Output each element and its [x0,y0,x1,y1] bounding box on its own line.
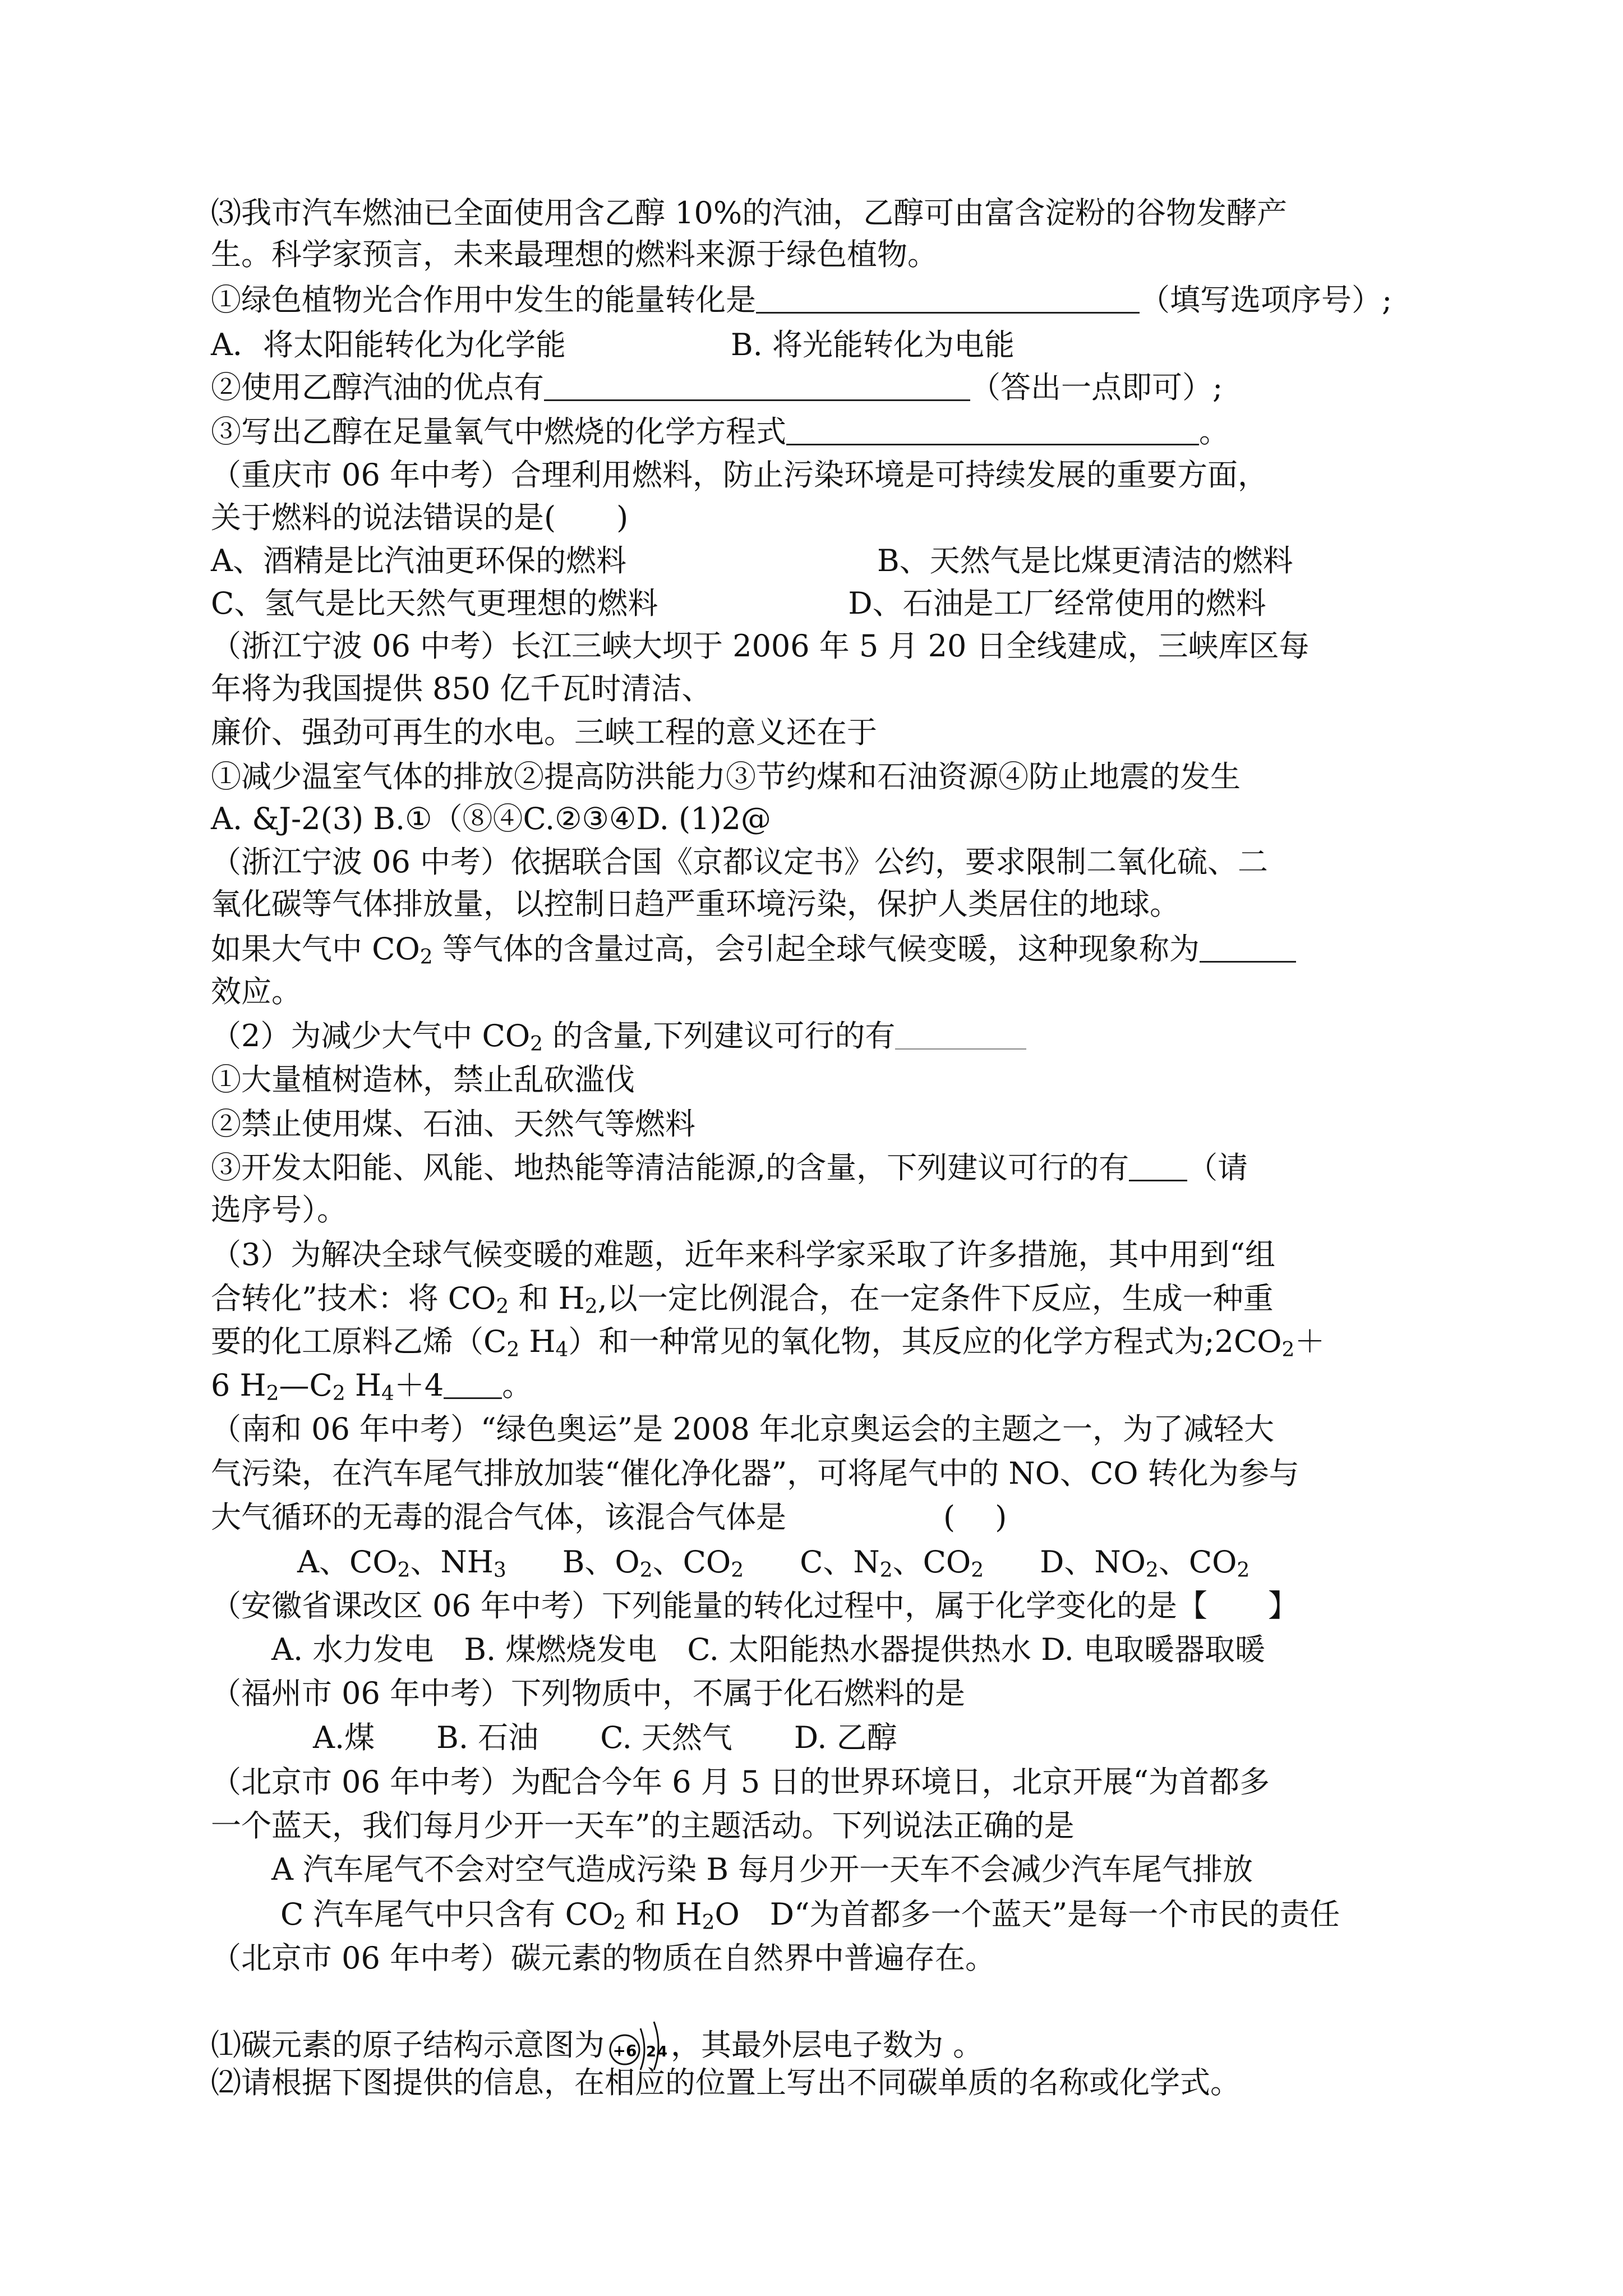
text-line [211,1673,965,1714]
text-line [211,1409,1274,1450]
text-span: 如果大气中 CO [211,931,420,967]
text-line [211,1938,995,1979]
text-line [211,1278,1274,1319]
text-span: C 汽车尾气中只含有 CO [280,1897,614,1932]
option-c: C、氢气是比天然气更理想的燃料 [211,586,658,621]
text-span: ⑶我市汽车燃油已全面使用含乙醇 10%的汽油，乙醇可由富含淀粉的谷物发酵产 [211,195,1288,231]
text-line [211,324,1015,366]
text-span: （浙江宁波 06 中考）依据联合国《京都议定书》公约，要求限制二氧化硫、二 [211,844,1269,880]
text-span: （请 [1187,1150,1248,1185]
text-span: （南和 06 年中考）“绿色奥运”是 2008 年北京奥运会的主题之一，为了减轻大 [211,1411,1275,1447]
text-line [211,1585,1298,1627]
text-span: 。 [1199,414,1229,449]
text-line [211,411,1229,453]
option-d: D. 乙醇 [794,1720,897,1755]
text-span: ）和一种常见的氧化物，其反应的化学方程式为;2CO [568,1324,1282,1359]
text-span: ①绿色植物光合作用中发生的能量转化是 [211,282,756,318]
text-span: 一个蓝天，我们每月少开一天车”的主题活动。下列说法正确的是 [211,1808,1075,1843]
text-line [211,540,1293,582]
inner-shell-electrons: 2 [646,2044,657,2060]
subscript: 2 [266,1382,279,1405]
text-span: （填写选项序号）; [1140,282,1393,318]
subscript: 2 [496,1295,509,1318]
option-a: A.煤 [313,1720,375,1755]
text-span: ,以一定比例混合，在一定条件下反应，生成一种重 [597,1281,1274,1316]
text-span: ②使用乙醇汽油的优点有 [211,370,544,405]
text-span: 大气循环的无毒的混合气体，该混合气体是 [211,1499,786,1535]
text-span: A 汽车尾气不会对空气造成污染 B 每月少开一天车不会减少汽车尾气排放 [271,1852,1253,1887]
text-line [211,234,938,275]
options-row [297,1542,1249,1583]
text-line [211,583,1266,624]
text-line [211,1805,1075,1847]
subscript: 2 [530,1033,543,1056]
text-line [211,1015,1026,1057]
subscript: 2 [1281,1338,1295,1361]
answer-blank[interactable] [895,1019,1026,1050]
text-span: 等气体的含量过高，会引起全球气候变暖，这种现象称为 [432,931,1200,967]
answer-blank[interactable] [544,370,970,401]
text-line [211,1103,695,1145]
text-span: 合转化”技术：将 CO [211,1281,496,1316]
text-line [211,1234,1275,1276]
text-span: （浙江宁波 06 中考）长江三峡大坝于 2006 年 5 月 20 日全线建成，三峡库区每 [211,628,1310,664]
subscript: 2 [702,1911,715,1934]
text-span: 选序号）。 [211,1192,347,1227]
text-line [211,841,1268,883]
text-line [211,928,1296,970]
subscript: 4 [555,1338,569,1361]
option-a: A、酒精是比汽油更环保的燃料 [211,543,626,578]
text-span: 和 H [509,1281,585,1316]
text-span: ＋ [1294,1324,1325,1359]
text-line [271,1849,1253,1890]
text-line [211,2062,1241,2104]
subscript: 2 [584,1295,598,1318]
options-row [313,1717,897,1759]
text-line [211,625,1310,667]
text-span: 年将为我国提供 850 亿千瓦时清洁、 [211,671,712,706]
text-line [211,192,1287,234]
text-span: A. 水力发电 B. 煤燃烧发电 C. 太阳能热水器提供热水 D. 电取暖器取暖 [271,1632,1265,1667]
text-span: （北京市 06 年中考）为配合今年 6 月 5 日的世界环境日，北京开展“为首都多 [211,1764,1270,1800]
text-line [211,884,1180,925]
subscript: 2 [506,1338,520,1361]
text-span: 氧化碳等气体排放量，以控制日趋严重环境污染，保护人类居住的地球。 [211,886,1180,922]
answer-blank[interactable] [1200,932,1296,963]
text-span: ＋4 [394,1368,444,1403]
text-span: （安徽省课改区 06 年中考）下列能量的转化过程中，属于化学变化的是【 】 [211,1588,1299,1623]
text-span: ①减少温室气体的排放②提高防洪能力③节约煤和石油资源④防止地震的发生 [211,759,1241,794]
option-b: B、$O_2$、$CO_2$ [562,1544,744,1582]
text-span: ⑵请根据下图提供的信息，在相应的位置上写出不同碳单质的名称或化学式。 [211,2065,1241,2100]
text-span: ②禁止使用煤、石油、天然气等燃料 [211,1106,695,1142]
answer-blank[interactable] [1129,1151,1187,1181]
text-line [211,1497,1007,1538]
answer-blank[interactable] [444,1368,502,1399]
text-span: 效应。 [211,974,302,1009]
subscript: 2 [419,946,433,969]
text-line [211,712,877,753]
text-line [280,1894,1340,1935]
nucleus-charge: +6 [612,2041,637,2060]
text-span: ⑴碳元素的原子结构示意图为 [211,2027,605,2063]
text-span: ，其最外层电子数为 。 [671,2027,984,2063]
text-line [211,668,712,710]
option-c: C. 天然气 [600,1720,732,1755]
text-span: （3）为解决全球气候变暖的难题，近年来科学家采取了许多措施，其中用到“组 [211,1237,1275,1272]
text-span: ①大量植树造林，禁止乱砍滥伐 [211,1062,635,1097]
text-line [211,1189,347,1231]
text-span: 生。科学家预言，未来最理想的燃料来源于绿色植物。 [211,237,938,272]
answer-blank[interactable] [786,415,1199,445]
text-span: H [519,1324,556,1359]
text-line [211,454,1268,496]
text-span: 和 H [626,1897,702,1932]
option-b: B. 将光能转化为电能 [731,327,1015,362]
text-span: ③写出乙醇在足量氧气中燃烧的化学方程式 [211,414,786,449]
subscript: 2 [613,1911,626,1934]
text-span: 气污染，在汽车尾气排放加装“催化净化器”，可将尾气中的 NO、CO 转化为参与 [211,1456,1299,1491]
text-span: （福州市 06 年中考）下列物质中，不属于化石燃料的是 [211,1676,966,1711]
text-line [211,1761,1270,1803]
option-b: B、天然气是比煤更清洁的燃料 [877,543,1293,578]
text-span: 关于燃料的说法错误的是( ) [211,500,629,535]
text-span: O D“为首都多一个蓝天”是每一个市民的责任 [714,1897,1340,1932]
option-b: B. 石油 [436,1720,539,1755]
text-line [211,279,1392,321]
text-span: （北京市 06 年中考）碳元素的物质在自然界中普遍存在。 [211,1940,996,1976]
text-line [211,1453,1299,1494]
text-line [211,497,628,539]
answer-blank[interactable] [756,283,1140,314]
text-line [211,1059,635,1101]
option-c: C、$N_2$、$CO_2$ [800,1544,984,1582]
text-span: 6 H [211,1368,266,1403]
text-span: （2）为减少大气中 CO [211,1018,531,1053]
subscript: 2 [332,1382,345,1405]
option-a: A．将太阳能转化为化学能 [211,327,566,362]
text-line [211,1147,1248,1189]
option-a: A、$CO_2$、$NH_3$ [297,1544,506,1582]
text-line [211,1321,1325,1363]
text-line [271,1629,1265,1671]
text-line [211,367,1223,408]
text-span: 廉价、强劲可再生的水电。三峡工程的意义还在于 [211,715,877,750]
text-line [211,1365,532,1406]
text-line [211,756,1241,798]
text-line [211,798,771,840]
text-span: H [345,1368,382,1403]
text-span: —C [279,1368,333,1403]
text-span: 的含量,下列建议可行的有 [543,1018,896,1053]
option-d: D、$NO_2$、$CO_2$ [1040,1544,1250,1582]
text-span: ③开发太阳能、风能、地热能等清洁能源,的含量，下列建议可行的有 [211,1150,1129,1185]
subscript: 4 [381,1382,394,1405]
text-span: （重庆市 06 年中考）合理利用燃料，防止污染环境是可持续发展的重要方面， [211,457,1269,493]
outer-shell-electrons: 4 [657,2044,668,2060]
text-span: A. &J-2(3) B.①（⑧④C.②③④D. (1)2@ [211,801,771,836]
text-span: 。 [502,1368,533,1403]
option-d: D、石油是工厂经常使用的燃料 [848,586,1266,621]
text-span: ( ) [943,1499,1007,1535]
text-span: 要的化工原料乙烯（C [211,1324,507,1359]
text-span: （答出一点即可）; [970,370,1223,405]
text-line [211,971,302,1013]
